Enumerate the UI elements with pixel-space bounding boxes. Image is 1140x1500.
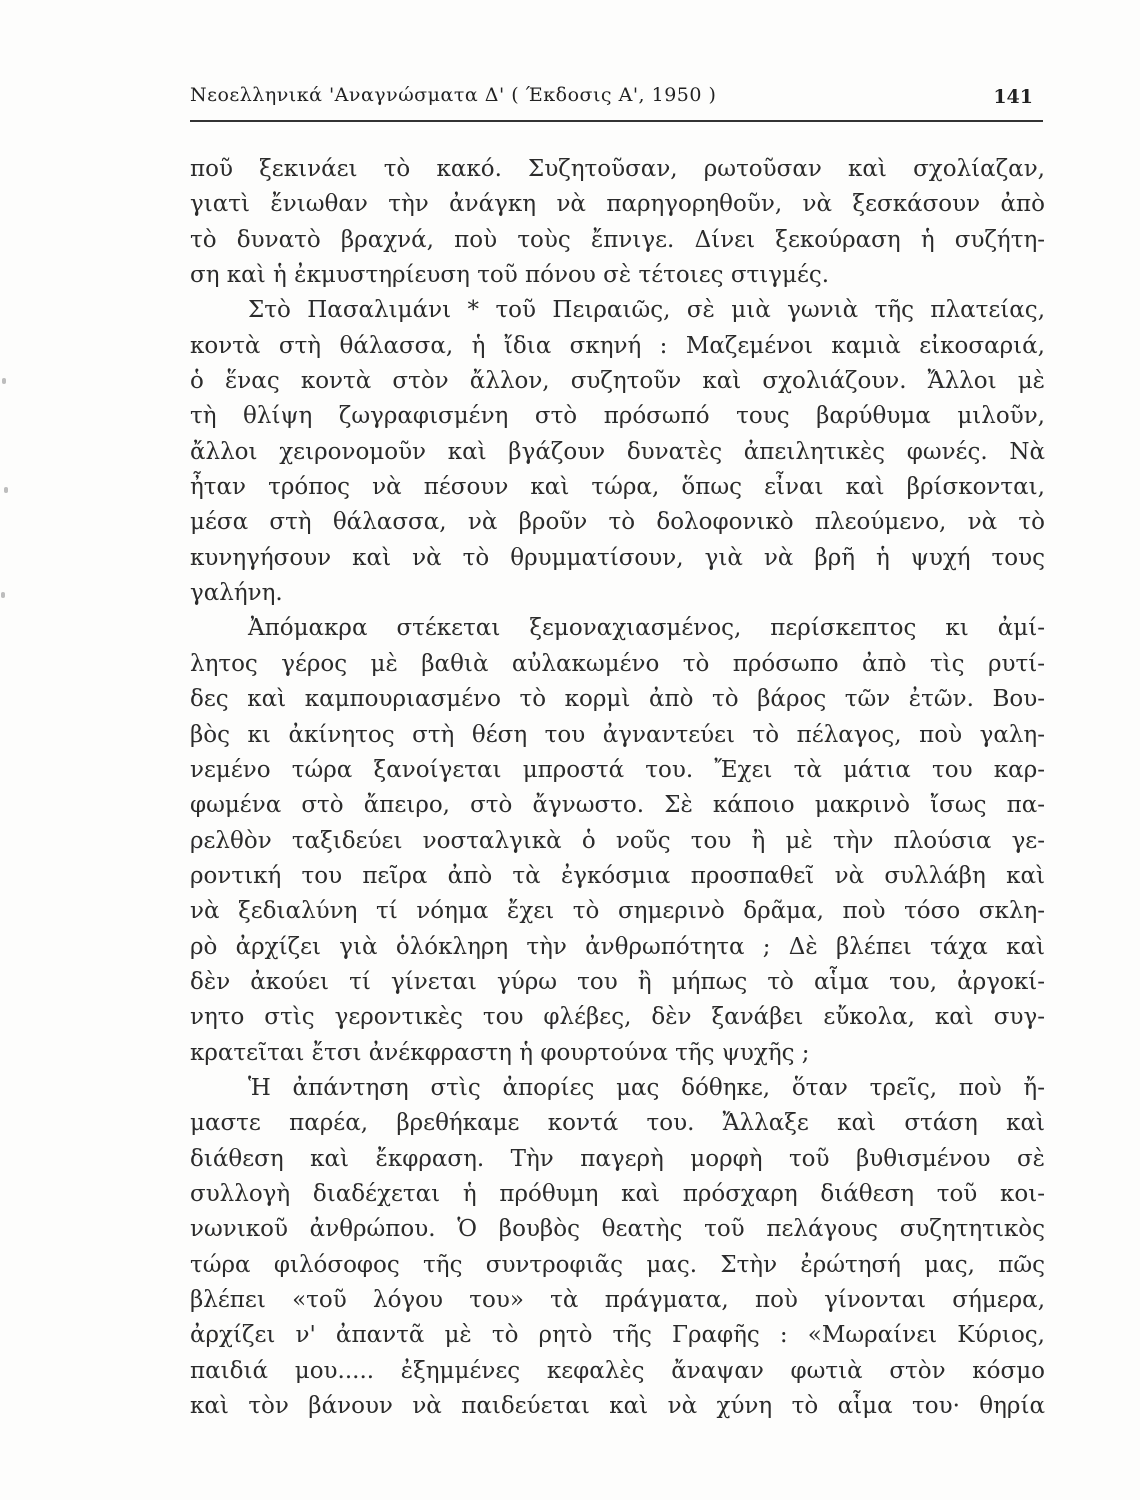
page-number: 141: [993, 86, 1033, 108]
text-line: νὰ ξεδιαλύνη τί νόημα ἔχει τὸ σημερινὸ δρᾶμα, ποὺ τόσο σκλη-: [190, 898, 1045, 925]
running-header-title: Νεοελληνικά 'Αναγνώσματα Δ' ( Έκδοσις Α', 1950 ): [190, 84, 717, 106]
text-line: ἀρχίζει ν' ἀπαντᾶ μὲ τὸ ρητὸ τῆς Γραφῆς : «Μωραίνει Κύριος,: [190, 1322, 1045, 1349]
text-line: κυνηγήσουν καὶ νὰ τὸ θρυμματίσουν, γιὰ νὰ βρῆ ἡ ψυχή τους: [190, 544, 1045, 571]
text-line: καὶ τὸν βάνουν νὰ παιδεύεται καὶ νὰ χύνη τὸ αἷμα του· θηρία: [190, 1393, 1045, 1420]
text-line: μέσα στὴ θάλασσα, νὰ βροῦν τὸ δολοφονικὸ πλεούμενο, νὰ τὸ: [190, 509, 1045, 536]
text-line: ἄλλοι χειρονομοῦν καὶ βγάζουν δυνατὲς ἀπειλητικὲς φωνές. Νὰ: [190, 438, 1045, 465]
text-line: τώρα φιλόσοφος τῆς συντροφιᾶς μας. Στὴν ἐρώτησή μας, πῶς: [190, 1251, 1045, 1278]
text-line: βὸς κι ἀκίνητος στὴ θέση του ἀγναντεύει τὸ πέλαγος, ποὺ γαλη-: [190, 721, 1045, 748]
text-line: ποῦ ξεκινάει τὸ κακό. Συζητοῦσαν, ρωτοῦσαν καὶ σχολίαζαν,: [190, 156, 1045, 182]
text-line: κοντὰ στὴ θάλασσα, ἡ ἴδια σκηνή : Μαζεμένοι καμιὰ εἰκοσαριά,: [190, 332, 1045, 359]
text-line: ροντική του πεῖρα ἀπὸ τὰ ἐγκόσμια προσπαθεῖ νὰ συλλάβη καὶ: [190, 862, 1045, 889]
running-header: [190, 84, 1045, 118]
text-line: νητο στὶς γεροντικὲς του φλέβες, δὲν ξανάβει εὔκολα, καὶ συγ-: [190, 1004, 1045, 1031]
text-line: ση καὶ ἡ ἐκμυστηρίευση τοῦ πόνου σὲ τέτοιες στιγμές.: [190, 262, 830, 289]
text-line: νεμένο τώρα ξανοίγεται μπροστά του. Ἔχει τὰ μάτια του καρ-: [190, 756, 1045, 783]
text-line: μαστε παρέα, βρεθήκαμε κοντά του. Ἄλλαξε καὶ στάση καὶ: [190, 1110, 1045, 1137]
text-line: βλέπει «τοῦ λόγου του» τὰ πράγματα, ποὺ γίνονται σήμερα,: [190, 1287, 1045, 1313]
scan-speck: [2, 378, 6, 384]
header-rule: [190, 120, 1043, 122]
text-line: ὁ ἕνας κοντὰ στὸν ἄλλον, συζητοῦν καὶ σχολιάζουν. Ἄλλοι μὲ: [190, 368, 1045, 395]
text-line: κρατεῖται ἔτσι ἀνέκφραστη ἡ φουρτούνα τῆς ψυχῆς ;: [190, 1039, 810, 1066]
text-line: Ἡ ἀπάντηση στὶς ἀπορίες μας δόθηκε, ὅταν τρεῖς, ποὺ ἤ-: [248, 1074, 1045, 1101]
body-text: [190, 152, 1045, 1424]
text-line: Ἀπόμακρα στέκεται ξεμοναχιασμένος, περίσκεπτος κι ἀμί-: [248, 615, 1045, 642]
text-line: τὸ δυνατὸ βραχνά, ποὺ τοὺς ἔπνιγε. Δίνει ξεκούραση ἡ συζήτη-: [190, 226, 1045, 253]
text-line: λητος γέρος μὲ βαθιὰ αὐλακωμένο τὸ πρόσωπο ἀπὸ τὶς ρυτί-: [190, 650, 1045, 677]
text-line: νωνικοῦ ἀνθρώπου. Ὁ βουβὸς θεατὴς τοῦ πελάγους συζητητικὸς: [190, 1216, 1045, 1243]
text-line: συλλογὴ διαδέχεται ἡ πρόθυμη καὶ πρόσχαρη διάθεση τοῦ κοι-: [190, 1180, 1045, 1207]
text-line: δες καὶ καμπουριασμένο τὸ κορμὶ ἀπὸ τὸ βάρος τῶν ἐτῶν. Βου-: [190, 686, 1045, 713]
text-line: ρὸ ἀρχίζει γιὰ ὁλόκληρη τὴν ἀνθρωπότητα ; Δὲ βλέπει τάχα καὶ: [190, 933, 1045, 960]
text-line: φωμένα στὸ ἄπειρο, στὸ ἄγνωστο. Σὲ κάποιο μακρινὸ ἴσως πα-: [190, 792, 1045, 819]
text-line: ἦταν τρόπος νὰ πέσουν καὶ τώρα, ὅπως εἶναι καὶ βρίσκονται,: [190, 474, 1045, 501]
text-line: διάθεση καὶ ἔκφραση. Τὴν παγερὴ μορφὴ τοῦ βυθισμένου σὲ: [190, 1145, 1045, 1172]
text-line: ρελθὸν ταξιδεύει νοσταλγικὰ ὁ νοῦς του ἢ μὲ τὴν πλούσια γε-: [190, 827, 1045, 854]
text-line: γαλήνη.: [190, 580, 283, 607]
text-line: παιδιά μου..... ἐξημμένες κεφαλὲς ἄναψαν φωτιὰ στὸν κόσμο: [190, 1357, 1045, 1384]
text-line: δὲν ἀκούει τί γίνεται γύρω του ἢ μήπως τὸ αἷμα του, ἀργοκί-: [190, 968, 1045, 995]
text-line: τὴ θλίψη ζωγραφισμένη στὸ πρόσωπό τους βαρύθυμα μιλοῦν,: [190, 403, 1045, 430]
text-line: γιατὶ ἔνιωθαν τὴν ἀνάγκη νὰ παρηγορηθοῦν, νὰ ξεσκάσουν ἀπὸ: [190, 191, 1045, 218]
scan-speck: [1, 592, 5, 598]
scan-speck: [4, 487, 8, 493]
text-line: Στὸ Πασαλιμάνι * τοῦ Πειραιῶς, σὲ μιὰ γωνιὰ τῆς πλατείας,: [248, 297, 1045, 324]
